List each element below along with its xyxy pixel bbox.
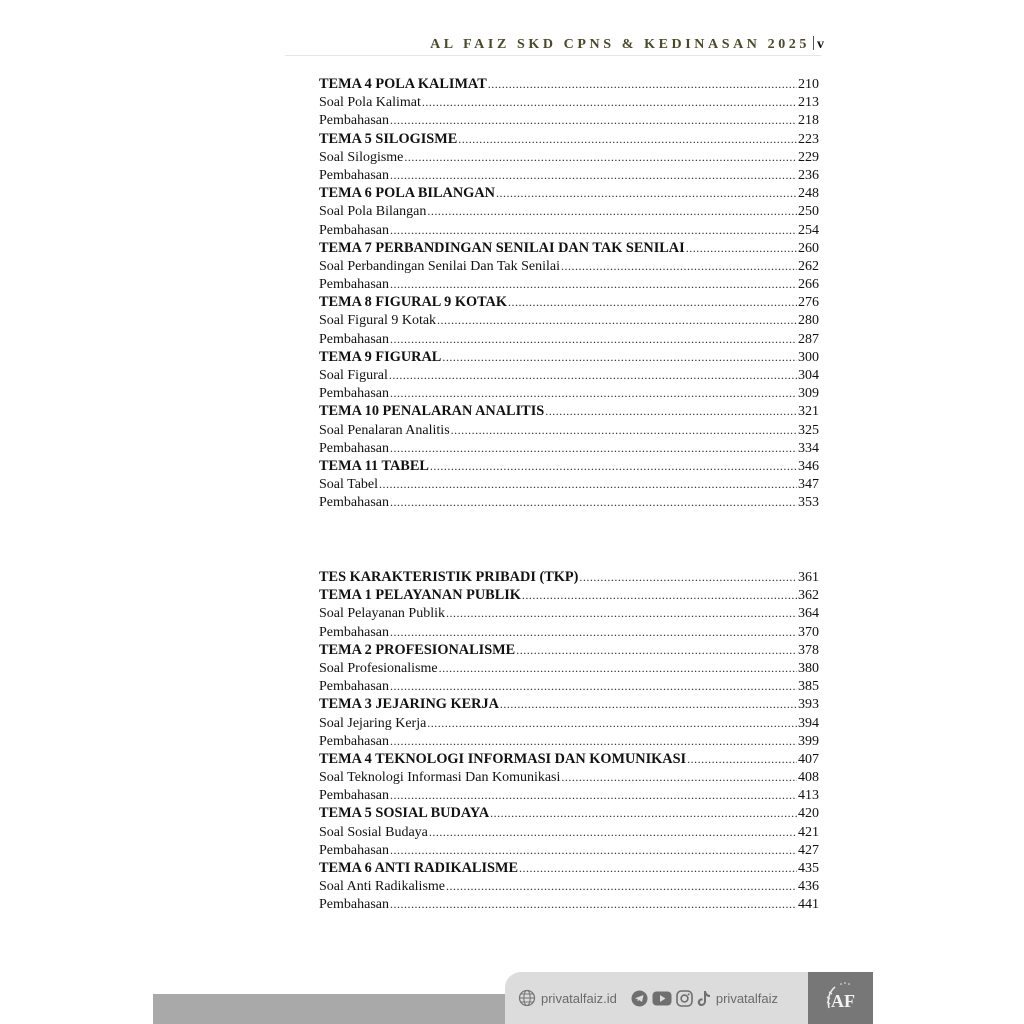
toc-dot-leader (427, 202, 797, 220)
toc-entry-page: 407 (798, 751, 819, 767)
toc-subentry[interactable] (319, 221, 819, 239)
toc-dot-leader (390, 623, 797, 641)
toc-subentry[interactable] (319, 768, 819, 786)
toc-heading-entry[interactable] (319, 457, 819, 475)
toc-entry-label: Pembahasan (319, 495, 389, 511)
footer-contacts (518, 986, 778, 1010)
toc-entry-page: 262 (798, 258, 819, 274)
toc-heading-entry[interactable] (319, 75, 819, 93)
toc-subentry[interactable] (319, 384, 819, 402)
toc-dot-leader (561, 768, 797, 786)
toc-entry-label: Soal Pola Kalimat (319, 95, 421, 111)
toc-dot-leader (390, 895, 797, 913)
toc-heading-entry[interactable] (319, 695, 819, 713)
svg-text:AF: AF (830, 991, 855, 1011)
toc-entry-page: 276 (798, 295, 819, 311)
instagram-icon[interactable] (676, 990, 693, 1007)
toc-subentry[interactable] (319, 677, 819, 695)
running-header (300, 36, 824, 53)
toc-dot-leader (516, 641, 797, 659)
toc-entry-label: Soal Teknologi Informasi Dan Komunikasi (319, 770, 561, 786)
toc-subentry[interactable] (319, 659, 819, 677)
toc-heading-entry[interactable] (319, 239, 819, 257)
toc-heading-entry[interactable] (319, 804, 819, 822)
toc-entry-label: TEMA 4 TEKNOLOGI INFORMASI DAN KOMUNIKASI (319, 750, 687, 767)
toc-heading-entry[interactable] (319, 568, 819, 586)
toc-subentry[interactable] (319, 732, 819, 750)
toc-subentry[interactable] (319, 714, 819, 732)
toc-dot-leader (488, 75, 797, 93)
toc-dot-leader (545, 402, 797, 420)
toc-heading-entry[interactable] (319, 130, 819, 148)
youtube-icon[interactable] (652, 991, 672, 1006)
toc-dot-leader (390, 439, 797, 457)
toc-entry-label: Pembahasan (319, 897, 389, 913)
toc-entry-label: Pembahasan (319, 788, 389, 804)
toc-dot-leader (442, 348, 797, 366)
toc-dot-leader (390, 166, 797, 184)
toc-entry-page: 266 (798, 277, 819, 293)
toc-entry-label: Pembahasan (319, 386, 389, 402)
toc-dot-leader (451, 421, 797, 439)
toc-heading-entry[interactable] (319, 750, 819, 768)
toc-entry-page: 321 (798, 404, 819, 420)
telegram-icon[interactable] (631, 990, 648, 1007)
toc-subentry[interactable] (319, 148, 819, 166)
toc-entry-page: 408 (798, 770, 819, 786)
toc-entry-label: TEMA 10 PENALARAN ANALITIS (319, 403, 545, 420)
toc-entry-page: 385 (798, 679, 819, 695)
toc-heading-entry[interactable] (319, 184, 819, 202)
toc-dot-leader (390, 493, 797, 511)
toc-subentry[interactable] (319, 166, 819, 184)
toc-entry-label: TEMA 3 JEJARING KERJA (319, 696, 499, 713)
header-title: AL FAIZ SKD CPNS & KEDINASAN 2025 (430, 37, 810, 52)
toc-dot-leader (389, 366, 797, 384)
toc-heading-entry[interactable] (319, 641, 819, 659)
toc-entry-page: 213 (798, 95, 819, 111)
toc-dot-leader (490, 804, 797, 822)
toc-entry-label: Pembahasan (319, 679, 389, 695)
toc-entry-page: 427 (798, 842, 819, 858)
toc-entry-page: 260 (798, 240, 819, 256)
toc-dot-leader (390, 330, 797, 348)
toc-dot-leader (439, 659, 797, 677)
toc-dot-leader (404, 148, 797, 166)
toc-entry-page: 353 (798, 495, 819, 511)
toc-entry-label: Pembahasan (319, 440, 389, 456)
al-faiz-logo (821, 978, 861, 1018)
toc-subentry[interactable] (319, 366, 819, 384)
toc-dot-leader (390, 275, 797, 293)
toc-entry-page: 236 (798, 167, 819, 183)
footer-website[interactable]: privatalfaiz.id (541, 990, 617, 1006)
toc-dot-leader (430, 457, 797, 475)
toc-subentry[interactable] (319, 841, 819, 859)
toc-entry-label: Soal Jejaring Kerja (319, 715, 427, 731)
toc-entry-page: 250 (798, 204, 819, 220)
toc-heading-entry[interactable] (319, 586, 819, 604)
toc-entry-label: Soal Figural (319, 368, 388, 383)
toc-subentry[interactable] (319, 202, 819, 220)
toc-entry-label: Soal Perbandingan Senilai Dan Tak Senilai (319, 258, 560, 274)
toc-entry-label: Soal Pelayanan Publik (319, 606, 445, 622)
toc-dot-leader (446, 604, 797, 622)
footer-logo-block (808, 972, 873, 1024)
toc-dot-leader (429, 823, 797, 841)
toc-entry-label: TEMA 4 POLA KALIMAT (319, 76, 487, 92)
toc-entry-page: 280 (798, 313, 819, 329)
toc-subentry[interactable] (319, 895, 819, 913)
toc-entry-label: Pembahasan (319, 113, 389, 129)
toc-heading-entry[interactable] (319, 293, 819, 311)
toc-entry-label: TEMA 5 SILOGISME (319, 130, 458, 147)
toc-heading-entry[interactable] (319, 859, 819, 877)
toc-subentry[interactable] (319, 311, 819, 329)
toc-entry-page: 325 (798, 422, 819, 438)
toc-entry-page: 370 (798, 624, 819, 640)
toc-entry-page: 378 (798, 642, 819, 658)
toc-section-1 (319, 75, 819, 512)
toc-dot-leader (437, 311, 797, 329)
toc-entry-label: TEMA 6 POLA BILANGAN (319, 185, 495, 202)
globe-icon (518, 989, 536, 1007)
toc-subentry[interactable] (319, 877, 819, 895)
toc-dot-leader (500, 695, 797, 713)
toc-dot-leader (390, 384, 797, 402)
toc-entry-label: Pembahasan (319, 331, 389, 347)
toc-dot-leader (390, 221, 797, 239)
toc-entry-page: 421 (798, 824, 819, 840)
toc-heading-entry[interactable] (319, 402, 819, 420)
toc-dot-leader (508, 293, 797, 311)
header-divider (813, 36, 814, 50)
footer-social-handle[interactable]: privatalfaiz (715, 990, 779, 1006)
toc-entry-page: 380 (798, 660, 819, 676)
toc-entry-label: Pembahasan (319, 842, 389, 858)
toc-entry-label: TEMA 2 PROFESIONALISME (319, 641, 516, 658)
toc-entry-label: Soal Sosial Budaya (319, 824, 428, 840)
header-page-number: v (817, 37, 824, 52)
toc-entry-label: Pembahasan (319, 167, 389, 183)
toc-subentry[interactable] (319, 93, 819, 111)
toc-entry-page: 309 (798, 386, 819, 402)
toc-dot-leader (561, 257, 797, 275)
toc-entry-page: 399 (798, 733, 819, 749)
header-rule (285, 55, 821, 56)
toc-dot-leader (379, 475, 797, 493)
toc-dot-leader (446, 877, 797, 895)
toc-dot-leader (579, 568, 797, 586)
toc-entry-label: Pembahasan (319, 222, 389, 238)
toc-subentry[interactable] (319, 421, 819, 439)
toc-entry-label: Soal Pola Bilangan (319, 204, 427, 220)
toc-heading-entry[interactable] (319, 348, 819, 366)
toc-entry-page: 287 (798, 331, 819, 347)
footer-bar (153, 994, 513, 1024)
toc-entry-page: 361 (798, 570, 819, 585)
toc-section-2 (319, 568, 819, 914)
toc-subentry[interactable] (319, 439, 819, 457)
toc-dot-leader (686, 239, 797, 257)
toc-dot-leader (687, 750, 797, 768)
toc-entry-page: 248 (798, 186, 819, 202)
toc-dot-leader (496, 184, 797, 202)
toc-entry-page: 229 (798, 149, 819, 165)
toc-entry-page: 362 (798, 588, 819, 604)
toc-dot-leader (390, 786, 797, 804)
toc-entry-page: 218 (798, 113, 819, 129)
toc-entry-page: 304 (798, 368, 819, 383)
toc-entry-page: 436 (798, 879, 819, 895)
toc-dot-leader (427, 714, 797, 732)
toc-entry-label: Soal Figural 9 Kotak (319, 313, 437, 329)
toc-subentry[interactable] (319, 823, 819, 841)
toc-dot-leader (390, 111, 797, 129)
toc-entry-label: Pembahasan (319, 277, 389, 293)
toc-entry-label: TEMA 5 SOSIAL BUDAYA (319, 805, 490, 822)
toc-entry-page: 223 (798, 131, 819, 147)
toc-entry-page: 347 (798, 477, 819, 493)
toc-entry-label: TEMA 1 PELAYANAN PUBLIK (319, 587, 521, 604)
toc-entry-label: TES KARAKTERISTIK PRIBADI (TKP) (319, 569, 579, 585)
toc-entry-label: TEMA 8 FIGURAL 9 KOTAK (319, 294, 507, 311)
toc-dot-leader (390, 732, 797, 750)
toc-entry-page: 393 (798, 697, 819, 713)
toc-dot-leader (522, 586, 797, 604)
toc-entry-label: TEMA 6 ANTI RADIKALISME (319, 860, 518, 876)
toc-entry-page: 420 (798, 806, 819, 822)
toc-entry-label: TEMA 9 FIGURAL (319, 348, 442, 365)
toc-entry-label: TEMA 7 PERBANDINGAN SENILAI DAN TAK SENILAI (319, 239, 685, 256)
toc-entry-page: 300 (798, 349, 819, 365)
toc-subentry[interactable] (319, 257, 819, 275)
toc-subentry[interactable] (319, 111, 819, 129)
toc-entry-page: 346 (798, 458, 819, 474)
toc-dot-leader (458, 130, 797, 148)
toc-entry-page: 210 (798, 77, 819, 92)
toc-dot-leader (390, 677, 797, 695)
toc-entry-label: Soal Profesionalisme (319, 660, 438, 676)
tiktok-icon[interactable] (697, 990, 711, 1007)
toc-subentry[interactable] (319, 475, 819, 493)
toc-entry-label: Pembahasan (319, 624, 389, 640)
toc-entry-label: Soal Silogisme (319, 149, 404, 165)
toc-entry-page: 364 (798, 606, 819, 622)
toc-entry-label: TEMA 11 TABEL (319, 457, 429, 474)
toc-subentry[interactable] (319, 623, 819, 641)
toc-entry-page: 441 (798, 897, 819, 913)
toc-entry-page: 254 (798, 222, 819, 238)
toc-subentry[interactable] (319, 493, 819, 511)
toc-entry-label: Soal Tabel (319, 477, 379, 493)
toc-entry-label: Pembahasan (319, 733, 389, 749)
toc-entry-label: Soal Anti Radikalisme (319, 879, 445, 895)
toc-dot-leader (519, 859, 797, 877)
toc-subentry[interactable] (319, 330, 819, 348)
toc-dot-leader (422, 93, 797, 111)
toc-subentry[interactable] (319, 275, 819, 293)
toc-dot-leader (390, 841, 797, 859)
toc-entry-page: 413 (798, 788, 819, 804)
toc-entry-label: Soal Penalaran Analitis (319, 422, 450, 438)
toc-entry-page: 334 (798, 440, 819, 456)
toc-entry-page: 394 (798, 715, 819, 731)
toc-entry-page: 435 (798, 861, 819, 876)
toc-subentry[interactable] (319, 786, 819, 804)
toc-subentry[interactable] (319, 604, 819, 622)
